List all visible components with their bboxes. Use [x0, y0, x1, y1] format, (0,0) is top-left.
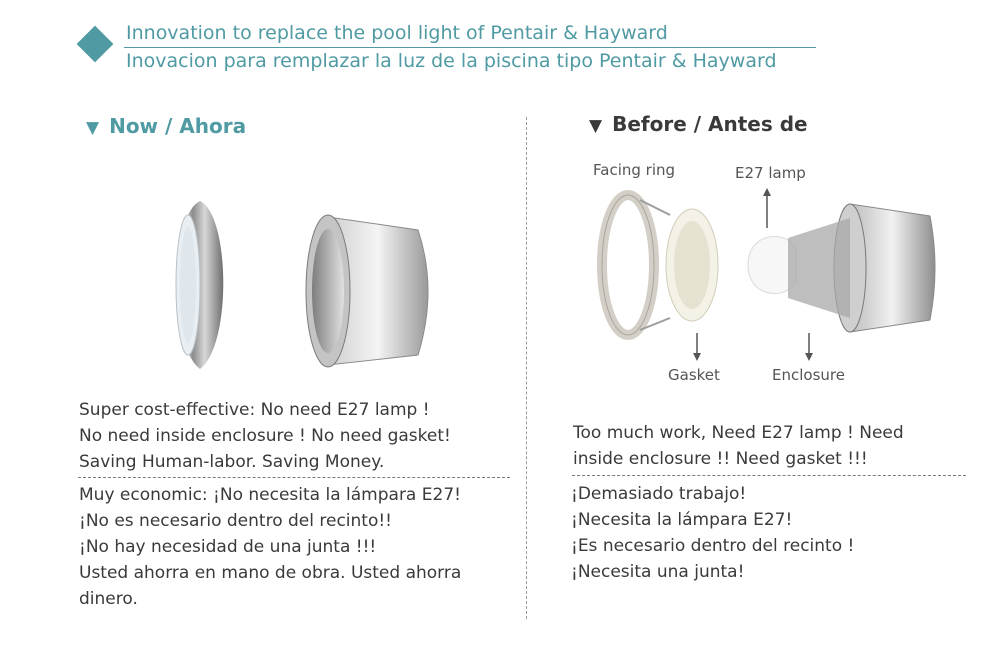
flat-pool-light-image — [160, 195, 240, 375]
gasket-arrow-down-icon — [691, 333, 703, 361]
header-diamond-icon — [77, 26, 114, 63]
text-line: Super cost-effective: No need E27 lamp ! — [79, 400, 430, 420]
now-english-text — [79, 397, 451, 475]
facing-ring-label: Facing ring — [593, 161, 676, 179]
before-text-divider — [572, 475, 966, 476]
enclosure-label: Enclosure — [772, 366, 845, 384]
e27-lamp-label: E27 lamp — [735, 164, 806, 182]
before-spanish-text — [571, 481, 854, 585]
header-rule — [124, 47, 816, 48]
text-line: ¡No es necesario dentro del recinto!! — [79, 511, 392, 531]
now-spanish-text — [79, 482, 461, 612]
now-text-divider — [78, 477, 510, 478]
before-section-title — [589, 112, 808, 136]
text-line: ¡Necesita una junta! — [571, 562, 745, 582]
triangle-down-icon: ▼ — [86, 118, 100, 138]
text-line: No need inside enclosure ! No need gasket! — [79, 426, 451, 446]
enclosure-image — [780, 198, 940, 338]
now-title-text: Now / Ahora — [109, 114, 247, 138]
text-line: inside enclosure !! Need gasket !!! — [573, 449, 868, 469]
gasket-label: Gasket — [668, 366, 720, 384]
enclosure-arrow-down-icon — [803, 333, 815, 361]
text-line: ¡Necesita la lámpara E27! — [571, 510, 793, 530]
before-title-text: Before / Antes de — [612, 112, 808, 136]
text-line: Saving Human-labor. Saving Money. — [79, 452, 385, 472]
header-title-spanish: Inovacion para remplazar la luz de la piscina tipo Pentair & Hayward — [126, 50, 777, 72]
e27-arrow-up-icon — [761, 188, 773, 230]
text-line: ¡Es necesario dentro del recinto ! — [571, 536, 855, 556]
text-line: Usted ahorra en mano de obra. Usted ahorra — [79, 563, 462, 583]
column-divider — [526, 117, 527, 619]
text-line: dinero. — [79, 589, 138, 609]
text-line: Muy economic: ¡No necesita la lámpara E27! — [79, 485, 461, 505]
text-line: ¡No hay necesidad de una junta !!! — [79, 537, 377, 557]
gasket-image — [662, 205, 722, 325]
header-title-english: Innovation to replace the pool light of Pentair & Hayward — [126, 22, 668, 44]
triangle-down-icon: ▼ — [589, 116, 603, 136]
stainless-housing-image — [298, 205, 438, 375]
now-section-title — [86, 114, 246, 138]
text-line: Too much work, Need E27 lamp ! Need — [573, 423, 904, 443]
before-english-text — [573, 420, 904, 472]
text-line: ¡Demasiado trabajo! — [571, 484, 747, 504]
